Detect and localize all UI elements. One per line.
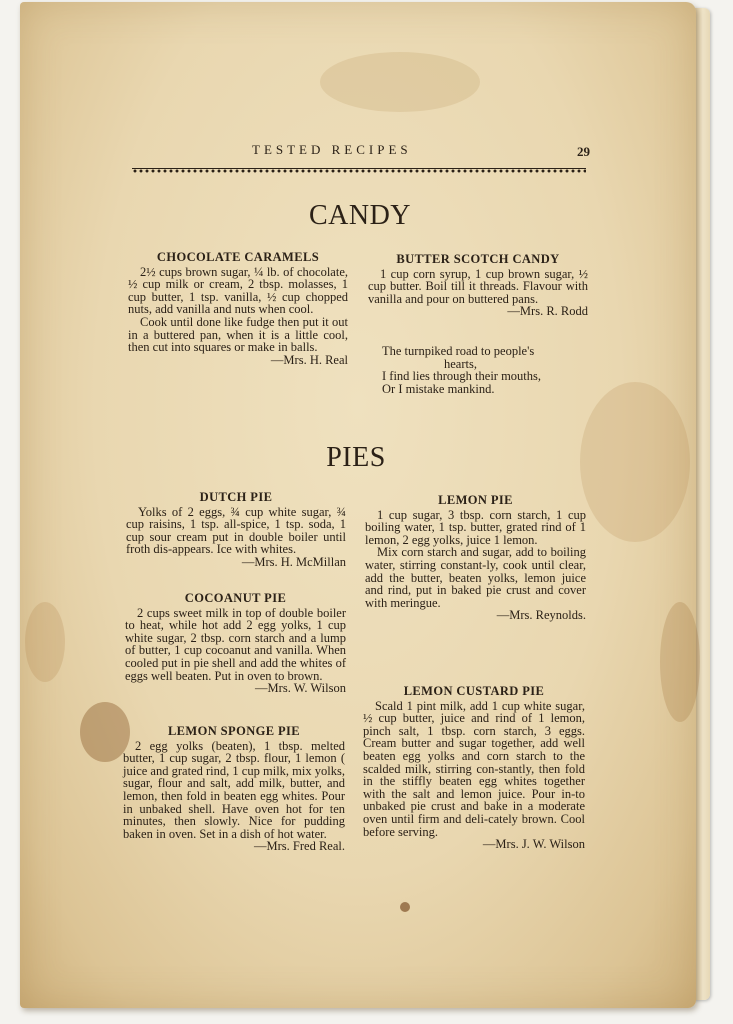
recipe-text: 2 cups sweet milk in top of double boiler to heat, while hot add 2 egg yolks, 1 cup white sugar, 2 tbsp. corn starch and a lump of butter, 1 cup cocoanut and vanilla. When cooled put in pie shell and add the whites of eggs well beaten. Put in oven to brown. — [125, 605, 346, 683]
stain — [25, 602, 65, 682]
recipe-text: 1 cup corn syrup, 1 cup brown sugar, ½ cup butter. Boil till it threads. Flavour with vanilla and pour on buttered pans. — [368, 266, 588, 306]
recipe-signature: —Mrs. Fred Real. — [254, 839, 345, 854]
recipe-title: BUTTER SCOTCH CANDY — [396, 252, 560, 266]
recipe-text: 2 egg yolks (beaten), 1 tbsp. melted butter, 1 cup sugar, 2 tbsp. flour, 1 lemon ( juice and grated rind, 1 cup milk, mix yolks, sugar, flour and salt, add milk, butter, and lemon, then fold in beaten egg whites. Pour in unbaked shell. Have oven hot for ten minutes, then slowly. Nice for pudding baken in oven. Set in a dish of hot water. — [123, 738, 345, 841]
recipe-title: LEMON SPONGE PIE — [167, 724, 301, 738]
recipe-dutch-pie — [126, 491, 346, 569]
page-header — [130, 140, 590, 162]
recipe-title: DUTCH PIE — [199, 490, 273, 504]
recipe-text: 2½ cups brown sugar, ¼ lb. of chocolate, ½ cup milk or cream, 2 tbsp. molasses, 1 cup butter, 1 tsp. vanilla, ½ cup chopped nuts, add vanilla and nuts when cool. — [128, 264, 348, 317]
recipe-signature: —Mrs. W. Wilson — [255, 681, 346, 696]
poem-line: The turnpiked road to people's — [382, 344, 535, 358]
recipe-title: CHOCOLATE CARAMELS — [156, 250, 320, 264]
header-rule — [132, 168, 586, 173]
recipe-text: Yolks of 2 eggs, ¾ cup white sugar, ¾ cup raisins, 1 tsp. all-spice, 1 tsp. soda, 1 cup sour cream put in double boiler until froth dis-appears. Ice with whites. — [126, 504, 346, 557]
recipe-signature: —Mrs. Reynolds. — [496, 608, 586, 623]
recipe-text: Scald 1 pint milk, add 1 cup white sugar, ½ cup butter, juice and rind of 1 lemon, pinch salt, 1 tbsp. corn starch, 3 eggs. Cream butter and sugar together, add well beaten egg yolks and corn starch to the scalded milk, stirring con-stantly, then fold in the stiffly beaten egg whites together with the salt and lemon juice. Pour in-to unbaked pie crust and bake in a moderate oven until firm and deli-cately brown. Cool before serving. — [363, 698, 585, 839]
page-number: 29 — [577, 144, 590, 159]
recipe-text: 1 cup sugar, 3 tbsp. corn starch, 1 cup boiling water, 1 tsp. butter, grated rind of 1 lemon, 2 egg yolks, juice 1 lemon. — [365, 507, 586, 547]
stain — [660, 602, 700, 722]
recipe-text: Cook until done like fudge then put it out in a buttered pan, when it is a little cool, then cut into squares or make in balls. — [128, 314, 348, 355]
section-title-pies: PIES — [326, 442, 386, 473]
section-title-candy: CANDY — [308, 200, 412, 231]
recipe-signature: —Mrs. R. Rodd — [507, 304, 588, 319]
recipe-lemon-sponge-pie — [123, 725, 345, 853]
stain — [320, 52, 480, 112]
poem-line: hearts, — [444, 356, 477, 371]
poem-line: I find lies through their mouths, — [382, 369, 542, 384]
recipe-title: LEMON CUSTARD PIE — [403, 684, 545, 698]
recipe-lemon-custard-pie — [363, 685, 585, 851]
recipe-title: LEMON PIE — [438, 493, 513, 507]
recipe-chocolate-caramels — [128, 251, 348, 366]
recipe-title: COCOANUT PIE — [184, 591, 287, 605]
stain — [580, 382, 690, 542]
running-head: TESTED RECIPES — [252, 142, 412, 157]
poem — [382, 345, 592, 395]
recipe-signature: —Mrs. H. McMillan — [241, 554, 346, 569]
stain — [400, 902, 410, 912]
recipe-signature: —Mrs. J. W. Wilson — [482, 837, 585, 852]
recipe-lemon-pie — [365, 494, 586, 622]
recipe-butter-scotch-candy — [368, 253, 588, 318]
recipe-cocoanut-pie — [125, 592, 346, 695]
recipe-text: Mix corn starch and sugar, add to boiling water, stirring constant-ly, cook until clear, add the butter, beaten yolks, lemon juice and rind, put in baked pie crust and cover with meringue. — [365, 545, 586, 610]
poem-line: Or I mistake mankind. — [382, 381, 495, 396]
recipe-signature: —Mrs. H. Real — [270, 352, 348, 367]
